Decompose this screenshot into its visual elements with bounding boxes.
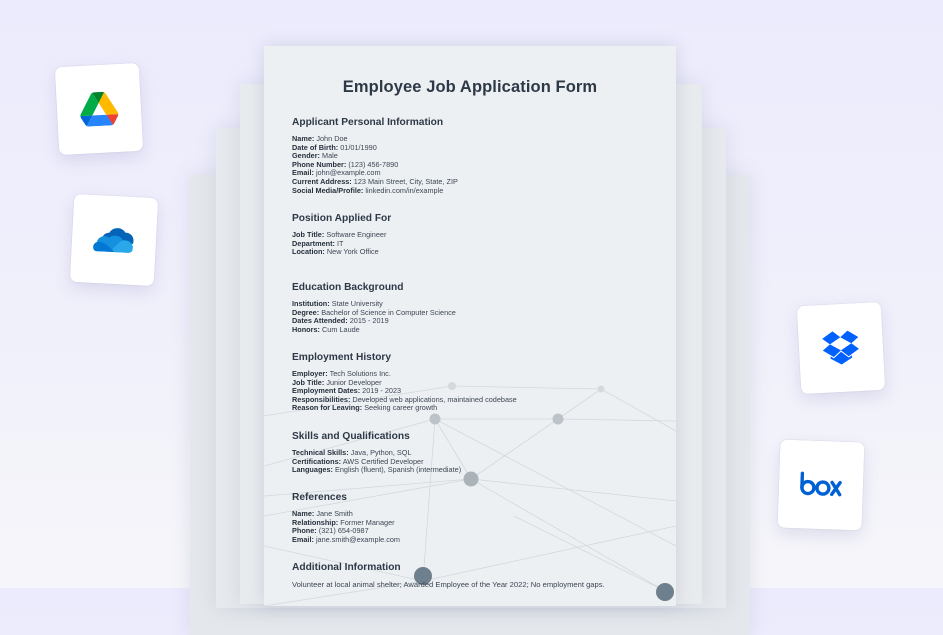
document-title: Employee Job Application Form	[292, 78, 648, 97]
field-row: Name: Jane Smith	[292, 510, 400, 519]
section-heading: Additional Information	[292, 562, 605, 573]
field-row: Responsibilities: Developed web applications, maintained codebase	[292, 396, 517, 405]
field-row: Email: jane.smith@example.com	[292, 536, 400, 545]
section-references	[292, 492, 400, 544]
google-drive-icon	[79, 91, 119, 127]
field-row: Languages: English (fluent), Spanish (intermediate)	[292, 466, 461, 475]
field-row: Relationship: Former Manager	[292, 519, 400, 528]
section-heading: Position Applied For	[292, 213, 391, 224]
field-row: Institution: State University	[292, 300, 456, 309]
field-row: Phone: (321) 654-0987	[292, 527, 400, 536]
field-row: Name: John Doe	[292, 135, 458, 144]
field-row: Degree: Bachelor of Science in Computer Science	[292, 309, 456, 318]
document-page	[264, 46, 676, 606]
field-row: Certifications: AWS Certified Developer	[292, 458, 461, 467]
field-row: Phone Number: (123) 456-7890	[292, 161, 458, 170]
field-row: Dates Attended: 2015 - 2019	[292, 317, 456, 326]
dropbox-icon	[820, 330, 862, 366]
section-employment	[292, 352, 517, 413]
field-row: Email: john@example.com	[292, 169, 458, 178]
box-tile[interactable]	[777, 440, 864, 531]
section-skills	[292, 431, 461, 475]
google-drive-tile[interactable]	[55, 63, 143, 155]
box-icon	[800, 471, 843, 498]
field-row: Employer: Tech Solutions Inc.	[292, 370, 517, 379]
section-personal-info	[292, 117, 458, 195]
additional-info-text: Volunteer at local animal shelter; Awarded Employee of the Year 2022; No employment gaps.	[292, 580, 605, 589]
field-row: Location: New York Office	[292, 248, 391, 257]
field-row: Technical Skills: Java, Python, SQL	[292, 449, 461, 458]
section-heading: References	[292, 492, 400, 503]
section-heading: Applicant Personal Information	[292, 117, 458, 128]
field-row: Social Media/Profile: linkedin.com/in/example	[292, 187, 458, 196]
field-row: Employment Dates: 2019 - 2023	[292, 387, 517, 396]
section-position	[292, 213, 391, 257]
dropbox-tile[interactable]	[797, 302, 885, 394]
field-row: Reason for Leaving: Seeking career growth	[292, 404, 517, 413]
onedrive-icon	[92, 225, 135, 255]
section-education	[292, 282, 456, 334]
field-row: Job Title: Junior Developer	[292, 379, 517, 388]
onedrive-tile[interactable]	[70, 194, 158, 286]
section-heading: Skills and Qualifications	[292, 431, 461, 442]
field-row: Job Title: Software Engineer	[292, 231, 391, 240]
field-row: Gender: Male	[292, 152, 458, 161]
section-additional-info	[292, 562, 605, 589]
field-row: Current Address: 123 Main Street, City, State, ZIP	[292, 178, 458, 187]
field-row: Department: IT	[292, 240, 391, 249]
section-heading: Education Background	[292, 282, 456, 293]
field-row: Date of Birth: 01/01/1990	[292, 144, 458, 153]
field-row: Honors: Cum Laude	[292, 326, 456, 335]
section-heading: Employment History	[292, 352, 517, 363]
